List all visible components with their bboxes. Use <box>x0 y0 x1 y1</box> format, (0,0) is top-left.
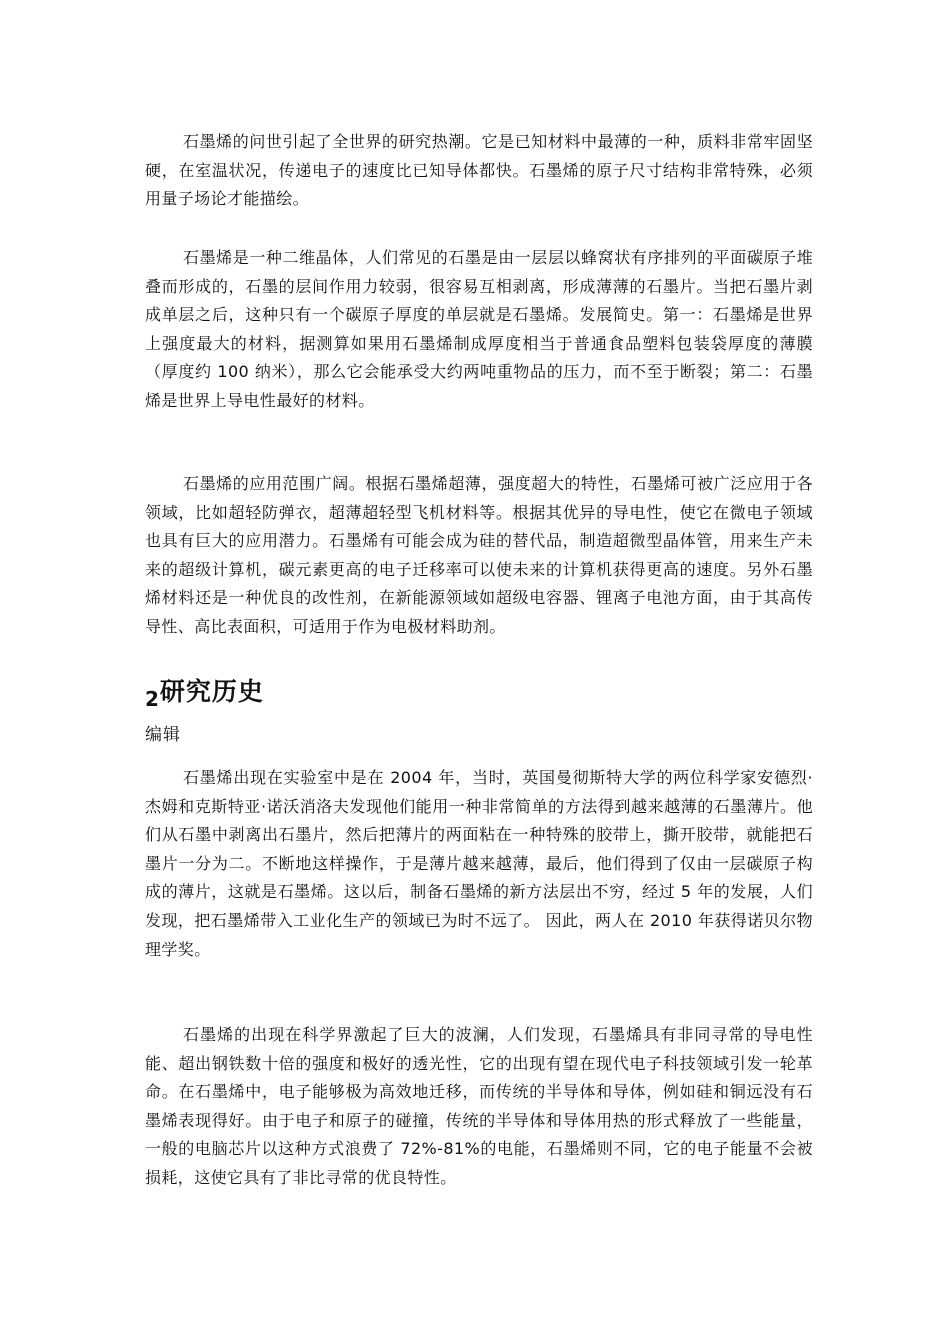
section-title: 研究历史 <box>159 677 264 706</box>
paragraph-intro-3: 石墨烯的应用范围广阔。根据石墨烯超薄，强度超大的特性，石墨烯可被广泛应用于各领域，比如超轻防弹衣，超薄超轻型飞机材料等。根据其优异的导电性，使它在微电子领域也具有巨大的应用潜力。石墨烯有可能会成为硅的替代品，制造超微型晶体管，用来生产未来的超级计算机，碳元素更高的电子迁移率可以使未来的计算机获得更高的速度。另外石墨烯材料还是一种优良的改性剂，在新能源领域如超级电容器、锂离子电池方面，由于其高传导性、高比表面积，可适用于作为电极材料助剂。 <box>145 474 813 636</box>
paragraph-history-2: 石墨烯的出现在科学界激起了巨大的波澜，人们发现，石墨烯具有非同寻常的导电性能、超出钢铁数十倍的强度和极好的透光性，它的出现有望在现代电子科技领域引发一轮革命。在石墨烯中，电子能够极为高效地迁移，而传统的半导体和导体，例如硅和铜远没有石墨烯表现得好。由于电子和原子的碰撞，传统的半导体和导体用热的形式释放了一些能量，一般的电脑芯片以这种方式浪费了 72%-81%的电能，石墨烯则不同，它的电子能量不会被损耗，这使它具有了非比寻常的优良特性。 <box>145 1025 813 1187</box>
edit-link[interactable]: 编辑 <box>145 725 181 745</box>
paragraph-intro-1: 石墨烯的问世引起了全世界的研究热潮。它是已知材料中最薄的一种，质料非常牢固坚硬，在室温状况，传递电子的速度比已知导体都快。石墨烯的原子尺寸结构非常特殊，必须用量子场论才能描绘。 <box>145 132 813 209</box>
section-heading <box>145 672 264 711</box>
paragraph-intro-2: 石墨烯是一种二维晶体，人们常见的石墨是由一层层以蜂窝状有序排列的平面碳原子堆叠而形成的，石墨的层间作用力较弱，很容易互相剥离，形成薄薄的石墨片。当把石墨片剥成单层之后，这种只有一个碳原子厚度的单层就是石墨烯。发展简史。第一：石墨烯是世界上强度最大的材料，据测算如果用石墨烯制成厚度相当于普通食品塑料包装袋厚度的薄膜（厚度约 100 纳米），那么它会能承受大约两吨重物品的压力，而不至于断裂；第二：石墨烯是世界上导电性最好的材料。 <box>145 248 813 410</box>
paragraph-history-1: 石墨烯出现在实验室中是在 2004 年，当时，英国曼彻斯特大学的两位科学家安德烈·杰姆和克斯特亚·诺沃消洛夫发现他们能用一种非常简单的方法得到越来越薄的石墨薄片。他们从石墨中剥离出石墨片，然后把薄片的两面粘在一种特殊的胶带上，撕开胶带，就能把石墨片一分为二。不断地这样操作，于是薄片越来越薄，最后，他们得到了仅由一层碳原子构成的薄片，这就是石墨烯。这以后，制备石墨烯的新方法层出不穷，经过 5 年的发展，人们发现，把石墨烯带入工业化生产的领域已为时不远了。 因此，两人在 2010 年获得诺贝尔物理学奖。 <box>145 768 813 959</box>
section-number: 2 <box>145 687 159 711</box>
